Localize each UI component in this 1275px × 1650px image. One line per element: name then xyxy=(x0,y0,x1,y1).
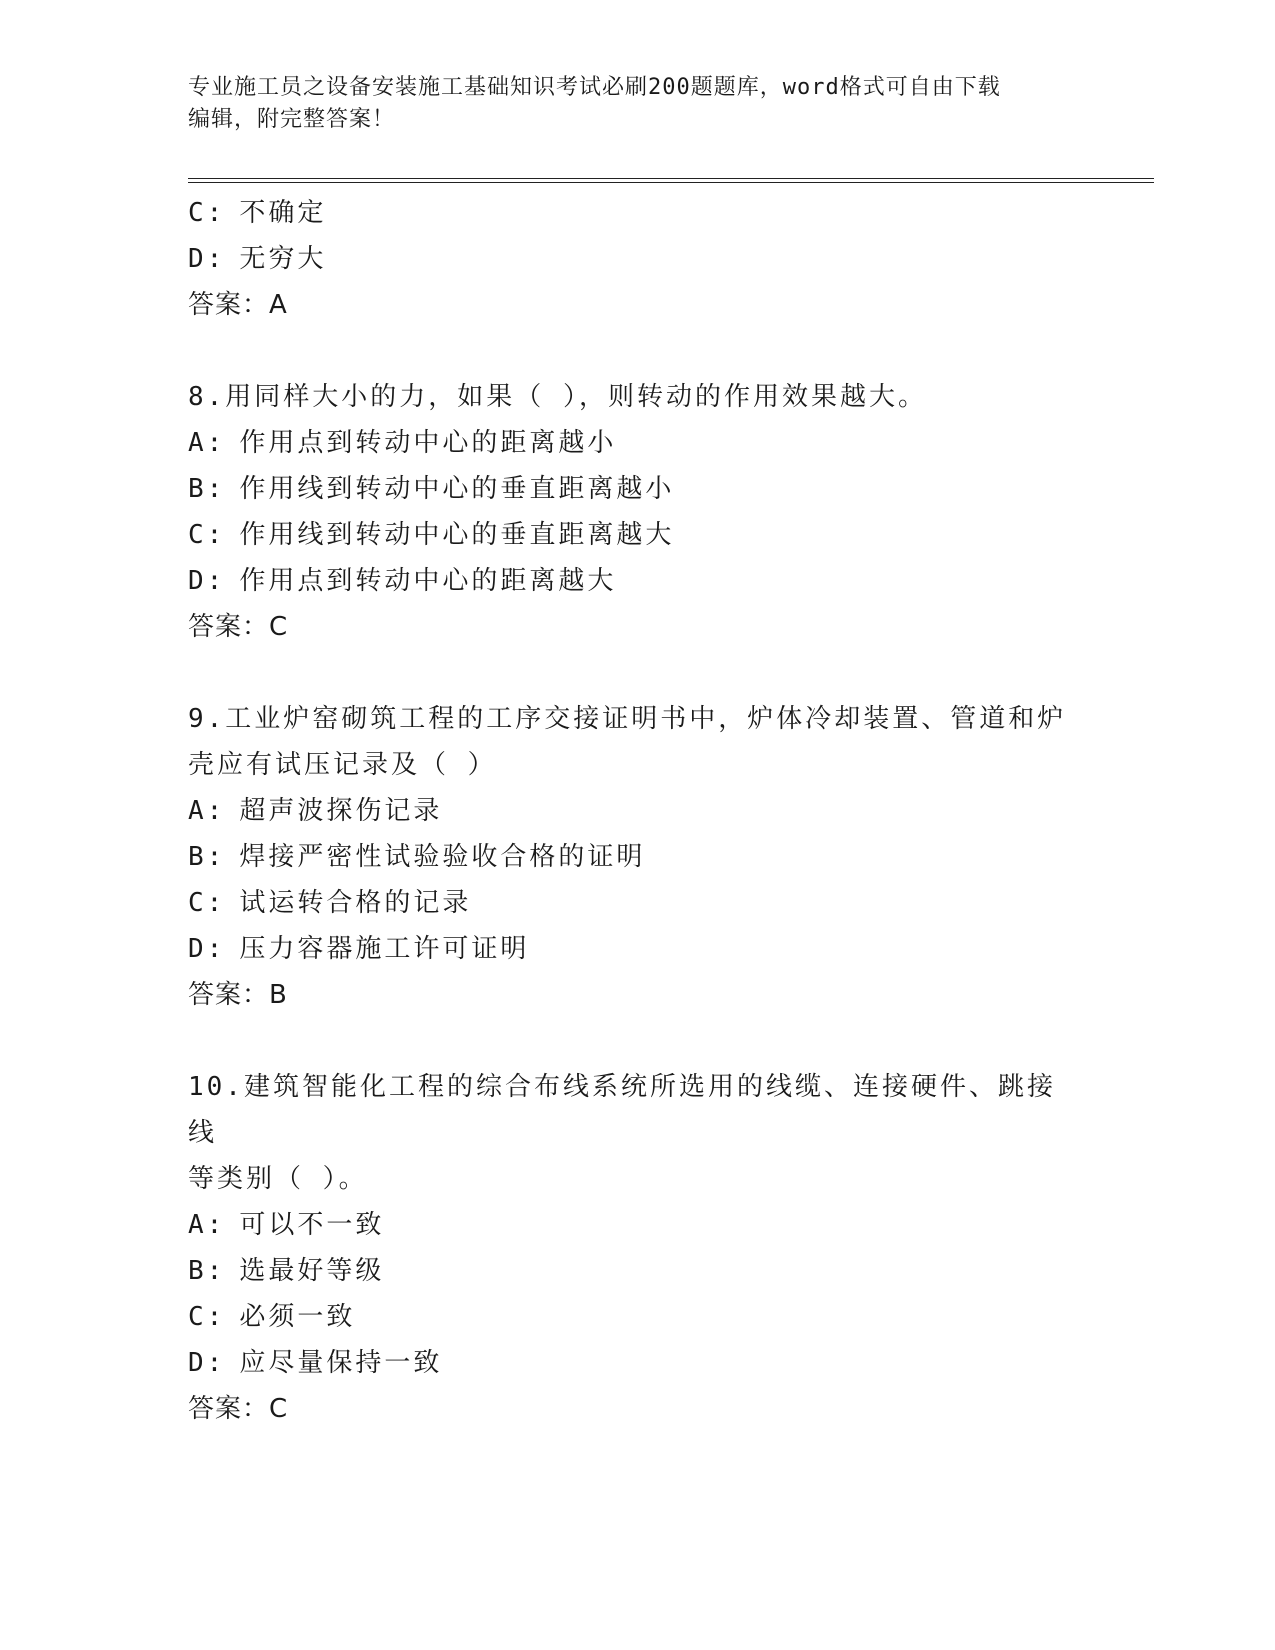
option-letter: D: xyxy=(188,566,226,596)
option-letter: D: xyxy=(188,934,226,964)
option-text: 压力容器施工许可证明 xyxy=(239,934,530,964)
option-text: 焊接严密性试验验收合格的证明 xyxy=(239,842,646,872)
question-text: 10.建筑智能化工程的综合布线系统所选用的线缆、连接硬件、跳接线 xyxy=(188,1072,1056,1148)
option-text: 不确定 xyxy=(239,198,327,228)
option-letter: B: xyxy=(188,842,226,872)
option-row xyxy=(188,236,1068,282)
header-divider-top xyxy=(188,178,1154,179)
option-letter: A: xyxy=(188,796,226,826)
question-text-continued: 壳应有试压记录及（ ） xyxy=(188,750,497,780)
option-letter: A: xyxy=(188,1210,226,1240)
document-body xyxy=(188,190,1068,1432)
option-text: 试运转合格的记录 xyxy=(239,888,472,918)
answer-line: 答案：B xyxy=(188,980,288,1010)
question-10 xyxy=(188,1064,1068,1432)
document-header xyxy=(188,72,1068,136)
option-text: 作用点到转动中心的距离越大 xyxy=(239,566,617,596)
header-divider-bottom xyxy=(188,182,1154,183)
previous-question xyxy=(188,190,1068,328)
option-text: 可以不一致 xyxy=(239,1210,385,1240)
option-letter: C: xyxy=(188,520,226,550)
option-row xyxy=(188,466,1068,512)
option-letter: B: xyxy=(188,474,226,504)
answer-line: 答案：C xyxy=(188,612,289,642)
option-letter: B: xyxy=(188,1256,226,1286)
answer-line: 答案：A xyxy=(188,290,288,320)
option-row xyxy=(188,834,1068,880)
option-row xyxy=(188,420,1068,466)
option-row xyxy=(188,1294,1068,1340)
option-row xyxy=(188,1202,1068,1248)
option-text: 应尽量保持一致 xyxy=(239,1348,443,1378)
option-row xyxy=(188,880,1068,926)
option-text: 无穷大 xyxy=(239,244,327,274)
question-text: 9.工业炉窑砌筑工程的工序交接证明书中，炉体冷却装置、管道和炉 xyxy=(188,704,1067,734)
option-row xyxy=(188,1248,1068,1294)
header-title-line-1: 专业施工员之设备安装施工基础知识考试必刷200题题库，word格式可自由下载 xyxy=(188,75,1001,100)
option-letter: D: xyxy=(188,1348,226,1378)
option-row xyxy=(188,1340,1068,1386)
answer-line: 答案：C xyxy=(188,1394,289,1424)
option-row xyxy=(188,512,1068,558)
option-text: 超声波探伤记录 xyxy=(239,796,443,826)
question-9 xyxy=(188,696,1068,1018)
option-letter: D: xyxy=(188,244,226,274)
option-letter: C: xyxy=(188,1302,226,1332)
option-text: 选最好等级 xyxy=(239,1256,385,1286)
option-letter: A: xyxy=(188,428,226,458)
question-text: 8.用同样大小的力，如果（ ），则转动的作用效果越大。 xyxy=(188,382,927,412)
option-text: 必须一致 xyxy=(239,1302,356,1332)
option-text: 作用线到转动中心的垂直距离越大 xyxy=(239,520,675,550)
option-text: 作用点到转动中心的距离越小 xyxy=(239,428,617,458)
option-text: 作用线到转动中心的垂直距离越小 xyxy=(239,474,675,504)
question-text-continued: 等类别（ ）。 xyxy=(188,1164,368,1194)
option-row xyxy=(188,788,1068,834)
option-row xyxy=(188,926,1068,972)
option-row xyxy=(188,190,1068,236)
question-8 xyxy=(188,374,1068,650)
header-title-line-2: 编辑，附完整答案！ xyxy=(188,107,396,132)
option-letter: C: xyxy=(188,888,226,918)
option-letter: C: xyxy=(188,198,226,228)
option-row xyxy=(188,558,1068,604)
